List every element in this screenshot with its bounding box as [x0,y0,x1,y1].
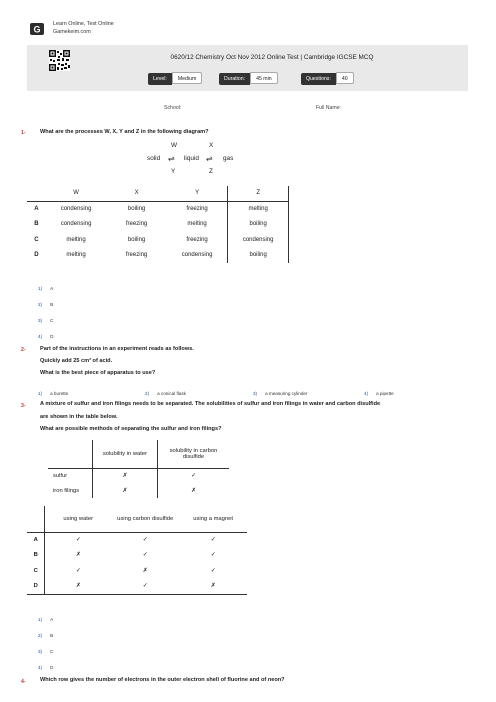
table-header: W [46,186,107,201]
question-3-line-1: A mixture of sulfur and iron filings needs to be separated. The solubilities of sulfur and iron filings in water and carbon disulfide [40,401,381,407]
option-text: B [50,633,54,638]
table-cell: melting [167,217,228,233]
level-label: Level: [148,73,172,85]
diagram-label-y: Y [171,168,176,175]
question-3-number: 3- [21,403,26,409]
option-text: C [50,649,54,654]
answer-option[interactable] [253,382,307,400]
table-row [48,468,229,483]
question-4-text: Which row gives the number of electrons in the outer electron shell of fluorine and of neon? [40,677,285,683]
table-row [48,483,229,498]
questions-badge [301,72,354,84]
table-header: Z [228,186,289,201]
answer-option[interactable] [38,656,53,674]
full-name-field-label: Full Name: [316,105,342,111]
option-text: A [50,286,54,291]
table-cell: melting [66,252,86,259]
option-text: a burette [50,391,69,396]
equilibrium-arrow-icon: ⇌ [168,154,175,163]
table-header: solubility in carbon disulfide [158,440,229,468]
row-label: A [34,206,39,212]
table-cell: ✓ [75,537,81,543]
answer-option[interactable] [364,382,394,400]
duration-badge [219,72,278,84]
table-cell: freezing [125,252,148,259]
option-number: 4) [38,334,43,339]
table-cell: freezing [167,201,228,217]
question-2-line-1: Part of the instructions in an experiment reads as follows. [40,346,194,352]
table-cell: condensing [60,206,92,212]
row-label: sulfur [48,468,92,483]
table-header: solubility in water [92,440,157,468]
table-row [27,532,247,548]
table-row [27,248,289,264]
option-number: 4) [364,391,369,396]
table-cell: ✓ [142,552,148,559]
table-row [27,232,289,248]
option-number: 3) [38,318,43,323]
question-2-number: 2- [21,347,26,353]
option-number: 1) [38,617,43,622]
school-field-label: School: [164,105,182,111]
table-cell: melting [66,236,86,243]
table-cell: boiling [228,217,289,233]
option-number: 2) [145,391,150,396]
option-text: D [50,334,54,339]
duration-label: Duration: [219,73,250,85]
table-header: using water [45,506,111,532]
solubility-table [48,440,229,498]
brand-logo-icon [30,22,44,34]
diagram-gas: gas [223,155,234,162]
table-row [27,548,247,564]
test-title: 0620/12 Chemistry Oct Nov 2012 Online Test | Cambridge IGCSE MCQ [170,54,374,61]
table-cell: condensing [228,232,289,248]
option-number: 1) [38,286,43,291]
duration-value: 45 min [250,72,278,84]
question-3-line-2: are shown in the table below. [40,414,118,420]
answer-option[interactable] [145,382,186,400]
option-number: 2) [38,302,43,307]
question-4-number: 4- [21,679,26,685]
brand-site: Gamekeim.com [53,29,91,35]
question-3-table [27,506,247,595]
table-cell: ✓ [142,537,148,543]
table-cell: freezing [125,221,148,228]
question-1-number: 1- [21,130,26,136]
answer-option[interactable] [38,325,53,343]
diagram-solid: solid [147,155,161,162]
option-text: C [50,318,54,323]
table-cell: ✓ [111,579,179,595]
table-row [27,579,247,595]
table-cell: boiling [127,206,146,212]
row-label: D [27,579,45,595]
question-2-line-2: Quickly add 25 cm³ of acid. [40,358,113,364]
table-cell: freezing [167,232,228,248]
table-cell: ✓ [210,567,216,574]
level-badge [148,72,202,84]
table-header: using carbon disulfide [111,506,179,532]
table-cell: ✓ [191,472,196,479]
table-cell: ✗ [142,567,148,574]
row-label: iron filings [48,483,92,498]
state-change-diagram [140,142,270,178]
diagram-label-x: X [209,142,214,149]
option-text: A [50,617,54,622]
table-cell: melting [228,201,289,217]
table-header: X [106,186,166,201]
diagram-liquid: liquid [184,155,199,162]
table-row [27,217,289,233]
option-text: a conical flask [157,391,186,396]
option-text: a measuring cylinder [265,391,308,396]
table-cell: condensing [167,248,228,264]
questions-label: Questions: [301,73,336,85]
table-cell: boiling [127,236,146,243]
table-cell: ✗ [92,483,157,498]
table-row [27,563,247,579]
table-cell: condensing [60,221,92,228]
brand-tagline: Learn Online, Test Online [53,21,114,27]
row-label: A [27,532,45,548]
diagram-label-z: Z [209,168,213,175]
option-number: 3) [38,649,43,654]
diagram-label-w: W [171,142,178,149]
option-text: a pipette [376,391,394,396]
option-number: 2) [38,633,43,638]
equilibrium-arrow-icon: ⇌ [206,154,213,163]
row-label: C [34,236,39,243]
option-text: D [50,665,54,670]
table-cell: ✓ [75,567,81,574]
table-header: using a magnet [179,506,247,532]
brand-logo-letter: G [33,24,41,35]
question-3-line-3: What are possible methods of separating the sulfur and iron filings? [40,426,222,432]
option-number: 4) [38,665,43,670]
table-cell: boiling [228,248,289,264]
question-1-table [27,186,289,263]
table-cell: ✗ [75,552,81,559]
row-label: B [34,221,39,228]
option-number: 3) [253,391,258,396]
table-cell: ✓ [210,537,216,543]
question-1-text: What are the processes W, X, Y and Z in the following diagram? [40,129,209,135]
row-label: D [34,252,39,259]
answer-option[interactable] [38,382,68,400]
table-cell: ✓ [210,552,216,559]
questions-value: 40 [336,72,354,84]
table-cell: ✗ [45,579,111,595]
level-value: Medium [172,72,202,84]
table-row [27,201,289,217]
qr-code-icon [49,50,70,71]
table-cell: ✗ [92,468,157,483]
table-header: Y [167,186,228,201]
option-number: 1) [38,391,43,396]
row-label: B [27,548,45,564]
option-text: B [50,302,54,307]
table-cell: ✗ [191,487,196,494]
question-2-line-3: What is the best piece of apparatus to use? [40,370,156,376]
row-label: C [27,563,45,579]
table-cell: ✗ [179,579,247,595]
